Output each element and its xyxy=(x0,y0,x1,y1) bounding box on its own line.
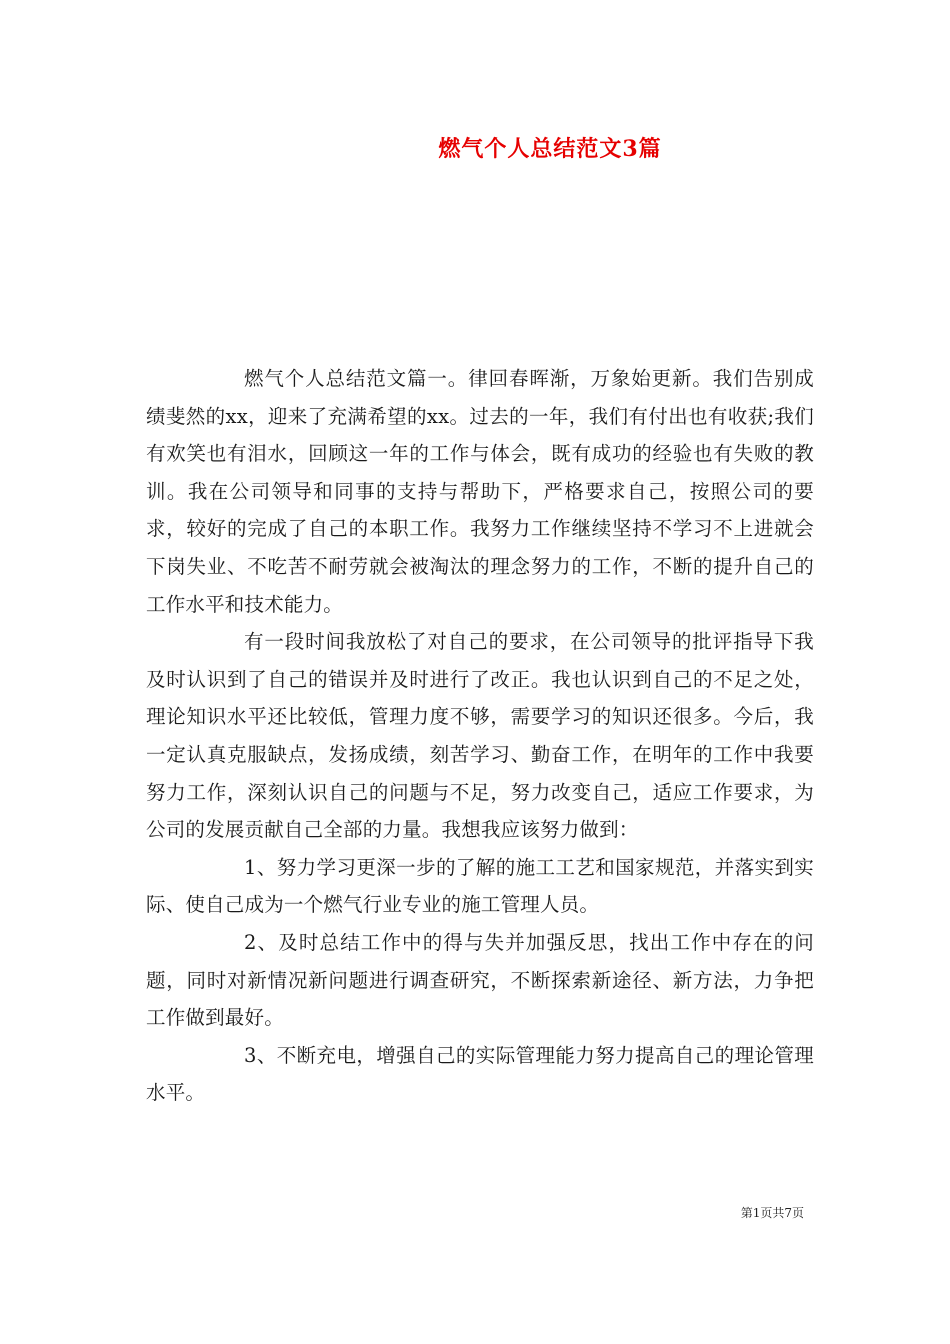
list-item: 2、及时总结工作中的得与失并加强反思，找出工作中存在的问题，同时对新情况新问题进行调查研究，不断探索新途径、新方法，力争把工作做到最好。 xyxy=(146,930,814,1030)
list-item: 1、努力学习更深一步的了解的施工工艺和国家规范，并落实到实际、使自己成为一个燃气行业专业的施工管理人员。 xyxy=(146,855,814,917)
paragraph: 有一段时间我放松了对自己的要求，在公司领导的批评指导下我及时认识到了自己的错误并及时进行了改正。我也认识到自己的不足之处，理论知识水平还比较低，管理力度不够，需要学习的知识还很多。今后，我一定认真克服缺点，发扬成绩，刻苦学习、勤奋工作，在明年的工作中我要努力工作，深刻认识自己的问题与不足，努力改变自己，适应工作要求，为公司的发展贡献自己全部的力量。我想我应该努力做到： xyxy=(146,630,814,842)
list-item: 3、不断充电，增强自己的实际管理能力努力提高自己的理论管理水平。 xyxy=(146,1043,814,1105)
document-title: 燃气个人总结范文3篇 xyxy=(438,136,662,162)
page-number: 第1页共7页 xyxy=(740,1206,804,1220)
document-body xyxy=(146,360,814,1112)
paragraph: 燃气个人总结范文篇一。律回春晖渐，万象始更新。我们告别成绩斐然的xx，迎来了充满希望的xx。过去的一年，我们有付出也有收获;我们有欢笑也有泪水，回顾这一年的工作与体会，既有成功的经验也有失败的教训。我在公司领导和同事的支持与帮助下，严格要求自己，按照公司的要求，较好的完成了自己的本职工作。我努力工作继续坚持不学习不上进就会下岗失业、不吃苦不耐劳就会被淘汰的理念努力的工作，不断的提升自己的工作水平和技术能力。 xyxy=(146,367,814,616)
